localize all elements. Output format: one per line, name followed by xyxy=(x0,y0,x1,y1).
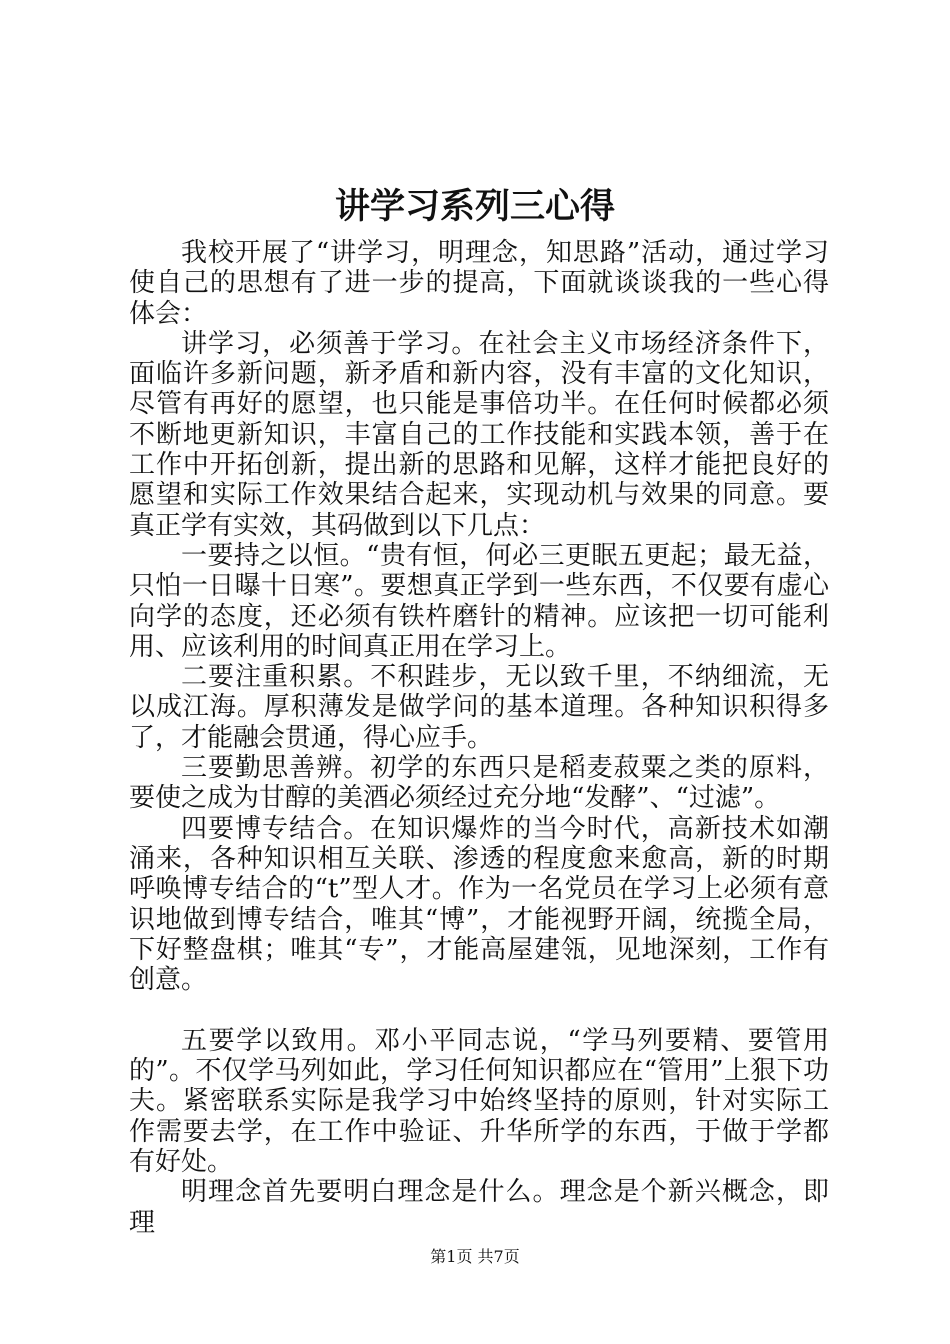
page-footer: 第1页 共7页 xyxy=(430,1247,520,1266)
paragraph-point-2: 二要注重积累。不积跬步，无以致千里，不纳细流，无以成江海。厚积薄发是做学问的基本道理。各种知识积得多了，才能融会贯通，得心应手。 xyxy=(129,662,829,753)
paragraph-gap xyxy=(129,995,829,1025)
document-body xyxy=(129,238,829,1238)
paragraph-concept: 明理念首先要明白理念是什么。理念是个新兴概念，即理 xyxy=(129,1177,829,1238)
paragraph-point-3: 三要勤思善辨。初学的东西只是稻麦菽粟之类的原料，要使之成为甘醇的美酒必须经过充分地“发酵”、“过滤”。 xyxy=(129,753,829,814)
document-title: 讲学习系列三心得 xyxy=(334,186,615,227)
paragraph-intro: 我校开展了“讲学习，明理念，知思路”活动，通过学习使自己的思想有了进一步的提高，下面就谈谈我的一些心得体会： xyxy=(129,238,829,329)
paragraph-point-5: 五要学以致用。邓小平同志说，“学马列要精、要管用的”。不仅学马列如此，学习任何知识都应在“管用”上狠下功夫。紧密联系实际是我学习中始终坚持的原则，针对实际工作需要去学，在工作中验证、升华所学的东西，于做于学都有好处。 xyxy=(129,1025,829,1177)
paragraph-point-4: 四要博专结合。在知识爆炸的当今时代，高新技术如潮涌来，各种知识相互关联、渗透的程度愈来愈高，新的时期呼唤博专结合的“t”型人才。作为一名党员在学习上必须有意识地做到博专结合，唯其“博”，才能视野开阔，统揽全局，下好整盘棋；唯其“专”，才能高屋建瓴，见地深刻，工作有创意。 xyxy=(129,813,829,996)
paragraph-point-1: 一要持之以恒。“贵有恒，何必三更眠五更起；最无益，只怕一日曝十日寒”。要想真正学到一些东西，不仅要有虚心向学的态度，还必须有铁杵磨针的精神。应该把一切可能利用、应该利用的时间真正用在学习上。 xyxy=(129,540,829,662)
paragraph-study: 讲学习，必须善于学习。在社会主义市场经济条件下，面临许多新问题，新矛盾和新内容，没有丰富的文化知识，尽管有再好的愿望，也只能是事倍功半。在任何时候都必须不断地更新知识，丰富自己的工作技能和实践本领，善于在工作中开拓创新，提出新的思路和见解，这样才能把良好的愿望和实际工作效果结合起来，实现动机与效果的同意。要真正学有实效，其码做到以下几点： xyxy=(129,328,829,541)
